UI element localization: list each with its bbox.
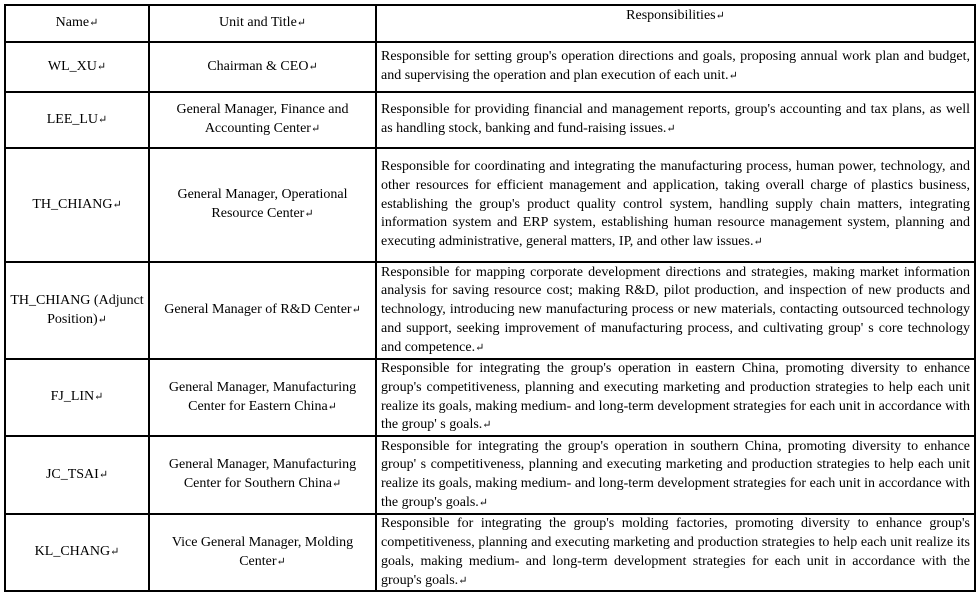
responsibilities-cell — [376, 148, 975, 262]
table-row — [5, 514, 975, 591]
name-cell — [5, 42, 149, 92]
responsibilities-text: Responsible for mapping corporate development directions and strategies, making market information analysis for saving resource cost; making R&D, pilot production, and inspection of new products and technology, introducing new manufacturing process or new materials, contacting outsourced technology and support, seeking improvement of manufacturing process, and cultivating group' s core technology and competence. — [381, 264, 970, 355]
responsibilities-text: Responsible for integrating the group's operation in eastern China, promoting diversity to enhance group's competitiveness, planning and executing marketing and production strategies to help each unit realize its goals, making medium- and long-term development strategies for each unit in accordance with the group' s goals. — [381, 361, 970, 433]
responsibilities-cell — [376, 436, 975, 514]
paragraph-mark-icon: ↵ — [310, 123, 321, 135]
unit-title-cell — [149, 148, 376, 262]
paragraph-mark-icon: ↵ — [89, 17, 99, 30]
name-cell — [5, 436, 149, 514]
responsibilities-text: Responsible for integrating the group's operation in southern China, promoting diversity to enhance group' s competitiveness, planning and executing marketing and production strategies to help each unit realize its goals, making medium- and long-term development strategies for each unit in accordance with the group's goals. — [381, 438, 970, 510]
header-row — [5, 5, 975, 42]
unit-title-cell — [149, 92, 376, 148]
paragraph-mark-icon: ↵ — [110, 546, 120, 559]
responsibilities-cell — [376, 92, 975, 148]
name-cell — [5, 148, 149, 262]
name-cell — [5, 92, 149, 148]
header-name-label: Name — [55, 15, 90, 31]
unit-title-cell — [149, 42, 376, 92]
person-name: TH_CHIANG — [32, 196, 113, 212]
paragraph-mark-icon: ↵ — [98, 468, 109, 481]
header-unit-label: Unit and Title — [218, 15, 297, 31]
responsibilities-cell — [376, 262, 975, 359]
person-name: TH_CHIANG (Adjunct Position) — [10, 292, 144, 327]
person-name: LEE_LU — [46, 111, 99, 127]
paragraph-mark-icon: ↵ — [715, 10, 725, 22]
paragraph-mark-icon: ↵ — [331, 478, 342, 491]
paragraph-mark-icon: ↵ — [94, 391, 104, 404]
paragraph-mark-icon: ↵ — [96, 60, 107, 73]
paragraph-mark-icon: ↵ — [98, 113, 108, 126]
table-row — [5, 42, 975, 92]
responsibilities-text: Responsible for providing financial and management reports, group's accounting and tax plans, as well as handling stock, banking and fund-raising issues. — [381, 102, 970, 136]
unit-title: General Manager, Finance and Accounting Center — [176, 102, 349, 136]
header-unit-cell — [149, 5, 376, 42]
name-cell — [5, 359, 149, 436]
unit-title: General Manager, Operational Resource Center — [177, 187, 348, 221]
responsibilities-text: Responsible for setting group's operation directions and goals, proposing annual work plan and budget, and supervising the operation and plan execution of each unit. — [381, 49, 970, 83]
header-responsibilities-cell — [376, 5, 975, 42]
paragraph-mark-icon: ↵ — [728, 70, 738, 82]
header-name-cell — [5, 5, 149, 42]
header-responsibilities-label: Responsibilities — [626, 8, 716, 23]
paragraph-mark-icon: ↵ — [327, 400, 337, 413]
person-name: FJ_LIN — [50, 389, 95, 405]
paragraph-mark-icon: ↵ — [458, 574, 468, 587]
responsibilities-cell — [376, 42, 975, 92]
table-row — [5, 262, 975, 359]
unit-title: General Manager, Manufacturing Center for Eastern China — [168, 379, 357, 414]
paragraph-mark-icon: ↵ — [276, 555, 286, 568]
responsibilities-cell — [376, 514, 975, 591]
paragraph-mark-icon: ↵ — [475, 341, 485, 354]
paragraph-mark-icon: ↵ — [351, 304, 361, 317]
paragraph-mark-icon: ↵ — [97, 313, 107, 326]
paragraph-mark-icon: ↵ — [308, 60, 318, 73]
person-name: WL_XU — [47, 58, 97, 74]
unit-title-cell — [149, 514, 376, 591]
paragraph-mark-icon: ↵ — [112, 198, 122, 211]
paragraph-mark-icon: ↵ — [666, 123, 676, 135]
paragraph-mark-icon: ↵ — [478, 496, 489, 509]
paragraph-mark-icon: ↵ — [304, 208, 314, 220]
name-cell — [5, 262, 149, 359]
table-row — [5, 148, 975, 262]
unit-title-cell — [149, 359, 376, 436]
table-row — [5, 92, 975, 148]
unit-title-cell — [149, 436, 376, 514]
paragraph-mark-icon: ↵ — [753, 236, 763, 249]
paragraph-mark-icon: ↵ — [482, 419, 492, 432]
table-row — [5, 436, 975, 514]
paragraph-mark-icon: ↵ — [296, 17, 306, 30]
responsibilities-cell — [376, 359, 975, 436]
unit-title: General Manager of R&D Center — [164, 302, 352, 318]
responsibilities-text: Responsible for integrating the group's molding factories, promoting diversity to enhance group's competitiveness, planning and executing marketing and production strategies to help each unit realize its goals, making medium- and long-term development strategies for each unit in accordance with the group's goals. — [381, 516, 970, 588]
name-cell — [5, 514, 149, 591]
unit-title: Vice General Manager, Molding Center — [171, 534, 354, 569]
responsibilities-table — [4, 4, 976, 592]
unit-title-cell — [149, 262, 376, 359]
table-row — [5, 359, 975, 436]
unit-title: General Manager, Manufacturing Center for Southern China — [168, 457, 357, 492]
person-name: JC_TSAI — [45, 466, 99, 482]
responsibilities-text: Responsible for coordinating and integrating the manufacturing process, human power, technology, and other resources for efficient management and application, taking overall charge of plastics business, establishing the group's product quality control system, handling supply chain matters, integrating information system and ERP system, establishing human resource management system, planning and executing administrative, general matters, IP, and other law issues. — [381, 159, 970, 250]
person-name: KL_CHANG — [34, 544, 111, 560]
unit-title: Chairman & CEO — [207, 58, 309, 74]
